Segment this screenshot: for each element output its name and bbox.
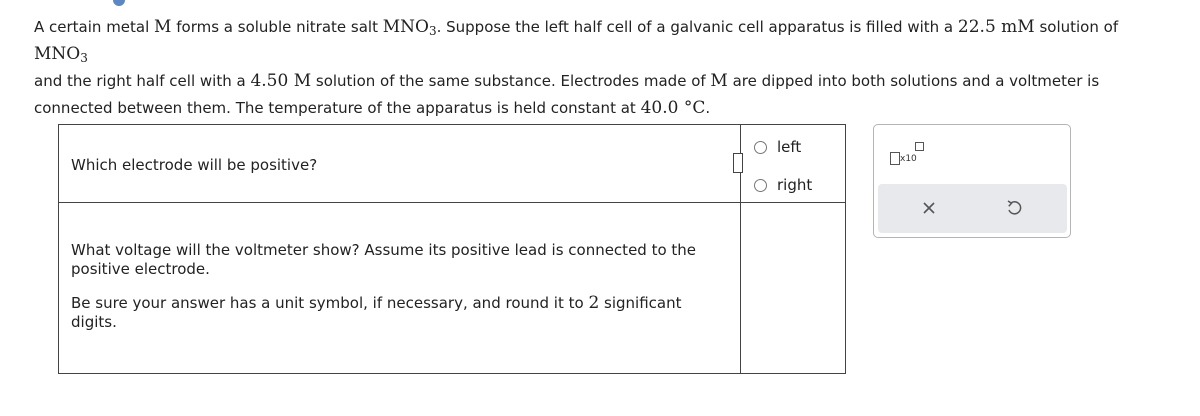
right-concentration: 4.50 M <box>250 71 312 91</box>
base-box <box>890 152 900 165</box>
undo-icon[interactable] <box>1002 196 1026 220</box>
metal-symbol: M <box>154 17 172 37</box>
positive-electrode-question: Which electrode will be positive? <box>71 156 318 174</box>
math-toolbox <box>873 124 1071 238</box>
rounding-instruction: Be sure your answer has a unit symbol, if necessary, and round it to 2 significant digits. <box>71 293 682 331</box>
radio-right-label: right <box>777 176 813 194</box>
clear-icon[interactable] <box>917 196 941 220</box>
voltage-prompt: What voltage will the voltmeter show? Assume its positive lead is connected to the positive electrode. <box>71 241 697 278</box>
problem-text: solution of <box>1034 18 1119 36</box>
exponent-box <box>915 142 924 151</box>
radio-circle-left[interactable] <box>754 141 767 154</box>
voltage-question <box>71 241 721 347</box>
radio-left-label: left <box>777 138 802 156</box>
sig-figs-value: 2 <box>588 293 600 313</box>
problem-text: solution of the same substance. Electrodes made of <box>311 72 711 90</box>
radio-left[interactable] <box>754 138 801 156</box>
question-row-voltage <box>59 203 845 373</box>
voltage-answer-input[interactable] <box>733 153 743 173</box>
metal-symbol: M <box>710 71 728 91</box>
problem-text: . <box>705 99 711 117</box>
salt-formula: $MNO_3$ <box>34 44 88 65</box>
radio-right[interactable] <box>754 176 812 194</box>
toolbox-actions <box>878 184 1067 233</box>
problem-statement <box>34 14 1174 122</box>
left-concentration: 22.5 mM <box>957 17 1035 37</box>
problem-text: . Suppose the left half cell of a galvanic cell apparatus is filled with a <box>436 18 958 36</box>
problem-text: are dipped into both solutions and a voltmeter is connected between them. The temperature of the apparatus is held constant at <box>34 72 1100 117</box>
temperature-value: 40.0 °C <box>640 98 706 118</box>
salt-formula: $MNO_3$ <box>382 17 437 38</box>
question-table <box>58 124 846 374</box>
problem-text: forms a soluble nitrate salt <box>171 18 383 36</box>
x10-label: x10 <box>900 154 917 164</box>
scientific-notation-icon[interactable] <box>890 142 930 168</box>
page-marker <box>113 0 125 6</box>
radio-circle-right[interactable] <box>754 179 767 192</box>
problem-text: A certain metal <box>34 18 155 36</box>
problem-text: and the right half cell with a <box>34 72 251 90</box>
question-row-positive-electrode <box>59 125 845 203</box>
